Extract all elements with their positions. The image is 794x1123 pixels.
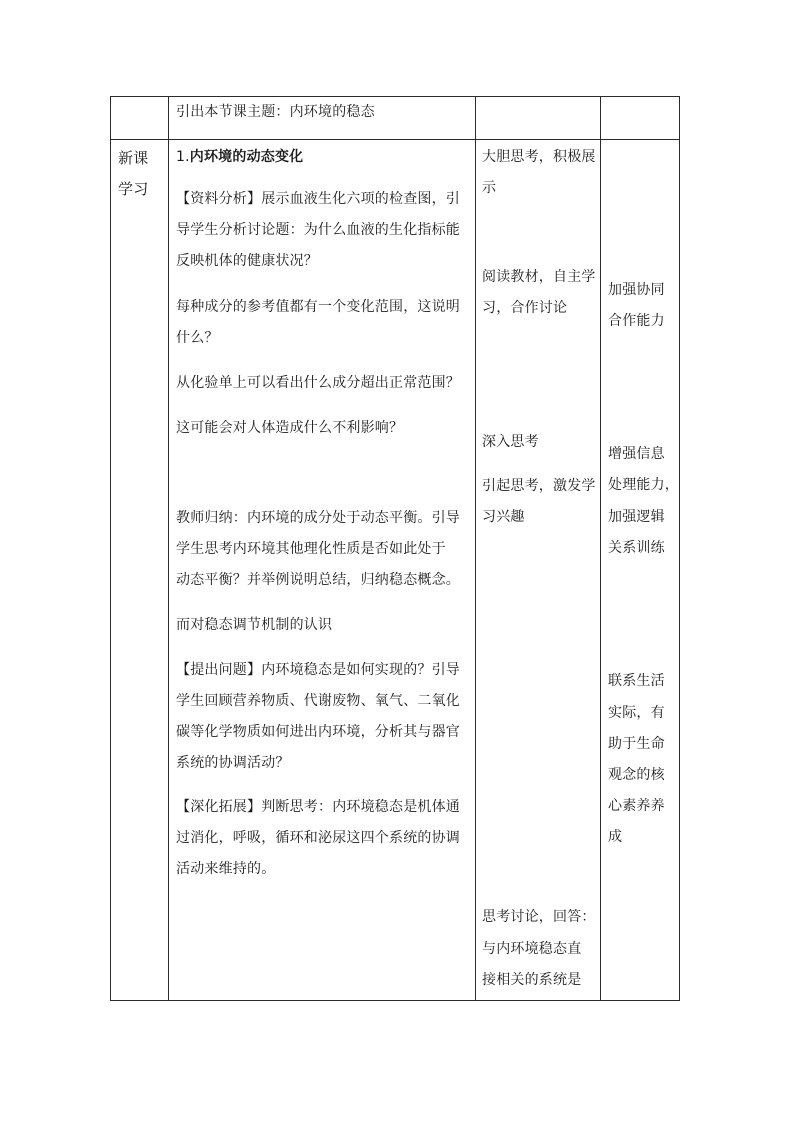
- student-activity-a-line-2: 示: [482, 180, 497, 196]
- design-intent-b-line-1: 增强信息: [608, 446, 665, 462]
- table-col-divider-2: [475, 96, 476, 1001]
- extension-line-1: 【深化拓展】判断思考：内环境稳态是机体通: [176, 799, 460, 815]
- reference-range-line-1: 每种成分的参考值都有一个变化范围，这说明: [176, 299, 460, 315]
- reference-range-line-2: 什么？: [176, 330, 219, 346]
- design-intent-b-line-4: 关系训练: [608, 540, 665, 556]
- table-col-divider-1: [168, 96, 169, 1001]
- table-left-border: [110, 96, 111, 1001]
- stage-label-line-2: 学习: [118, 180, 149, 198]
- student-activity-e-line-3: 接相关的系统是: [482, 972, 582, 988]
- material-analysis-line-3: 反映机体的健康状况？: [176, 253, 318, 269]
- design-intent-b-line-2: 处理能力，: [608, 477, 679, 493]
- student-activity-e-line-1: 思考讨论，回答：: [482, 909, 596, 925]
- design-intent-c-line-2: 实际，有: [608, 705, 665, 721]
- teacher-summary-line-1: 教师归纳：内环境的成分处于动态平衡。引导: [176, 510, 460, 526]
- student-activity-e-line-2: 与内环境稳态直: [482, 941, 582, 957]
- student-activity-b-line-1: 阅读教材，自主学: [482, 269, 596, 285]
- material-analysis-line-2: 导学生分析讨论题：为什么血液的生化指标能: [176, 222, 460, 238]
- table-col-divider-3: [600, 96, 601, 1001]
- section-heading-number: 1.: [176, 149, 190, 165]
- table-row-divider: [110, 139, 680, 140]
- table-bottom-border: [110, 1000, 680, 1001]
- harm-question: 这可能会对人体造成什么不利影响？: [176, 420, 404, 436]
- design-intent-c-line-5: 心素养养: [608, 798, 665, 814]
- extension-line-3: 活动来维持的。: [176, 861, 276, 877]
- student-activity-a-line-1: 大胆思考，积极展: [482, 149, 596, 165]
- design-intent-c-line-3: 助于生命: [608, 736, 665, 752]
- design-intent-a-line-2: 合作能力: [608, 313, 665, 329]
- lab-report-question: 从化验单上可以看出什么成分超出正常范围？: [176, 375, 460, 391]
- student-activity-b-line-2: 习，合作讨论: [482, 300, 568, 316]
- student-activity-c: 深入思考: [482, 434, 539, 450]
- teacher-summary-line-2: 学生思考内环境其他理化性质是否如此处于: [176, 541, 446, 557]
- student-activity-d-line-2: 习兴趣: [482, 509, 525, 525]
- raise-question-line-2: 学生回顾营养物质、代谢废物、氧气、二氧化: [176, 693, 460, 709]
- raise-question-line-4: 系统的协调活动？: [176, 755, 290, 771]
- regulation-intro: 而对稳态调节机制的认识: [176, 617, 333, 633]
- design-intent-c-line-1: 联系生活: [608, 673, 665, 689]
- design-intent-b-line-3: 加强逻辑: [608, 509, 665, 525]
- material-analysis-line-1: 【资料分析】展示血液生化六项的检查图，引: [176, 191, 460, 207]
- design-intent-c-line-6: 成: [608, 829, 623, 845]
- design-intent-c-line-4: 观念的核: [608, 767, 665, 783]
- section-heading-title: 内环境的动态变化: [189, 149, 304, 165]
- table-right-border: [679, 96, 680, 1001]
- design-intent-a-line-1: 加强协同: [608, 282, 665, 298]
- stage-label-line-1: 新课: [118, 149, 149, 167]
- raise-question-line-1: 【提出问题】内环境稳态是如何实现的？引导: [176, 662, 460, 678]
- extension-line-2: 过消化，呼吸，循环和泌尿这四个系统的协调: [176, 830, 460, 846]
- student-activity-d-line-1: 引起思考，激发学: [482, 478, 596, 494]
- topic-intro-text: 引出本节课主题：内环境的稳态: [176, 104, 375, 120]
- teacher-summary-line-3: 动态平衡？并举例说明总结，归纳稳态概念。: [176, 572, 460, 588]
- raise-question-line-3: 碳等化学物质如何进出内环境，分析其与器官: [176, 724, 460, 740]
- section-heading: [176, 142, 472, 173]
